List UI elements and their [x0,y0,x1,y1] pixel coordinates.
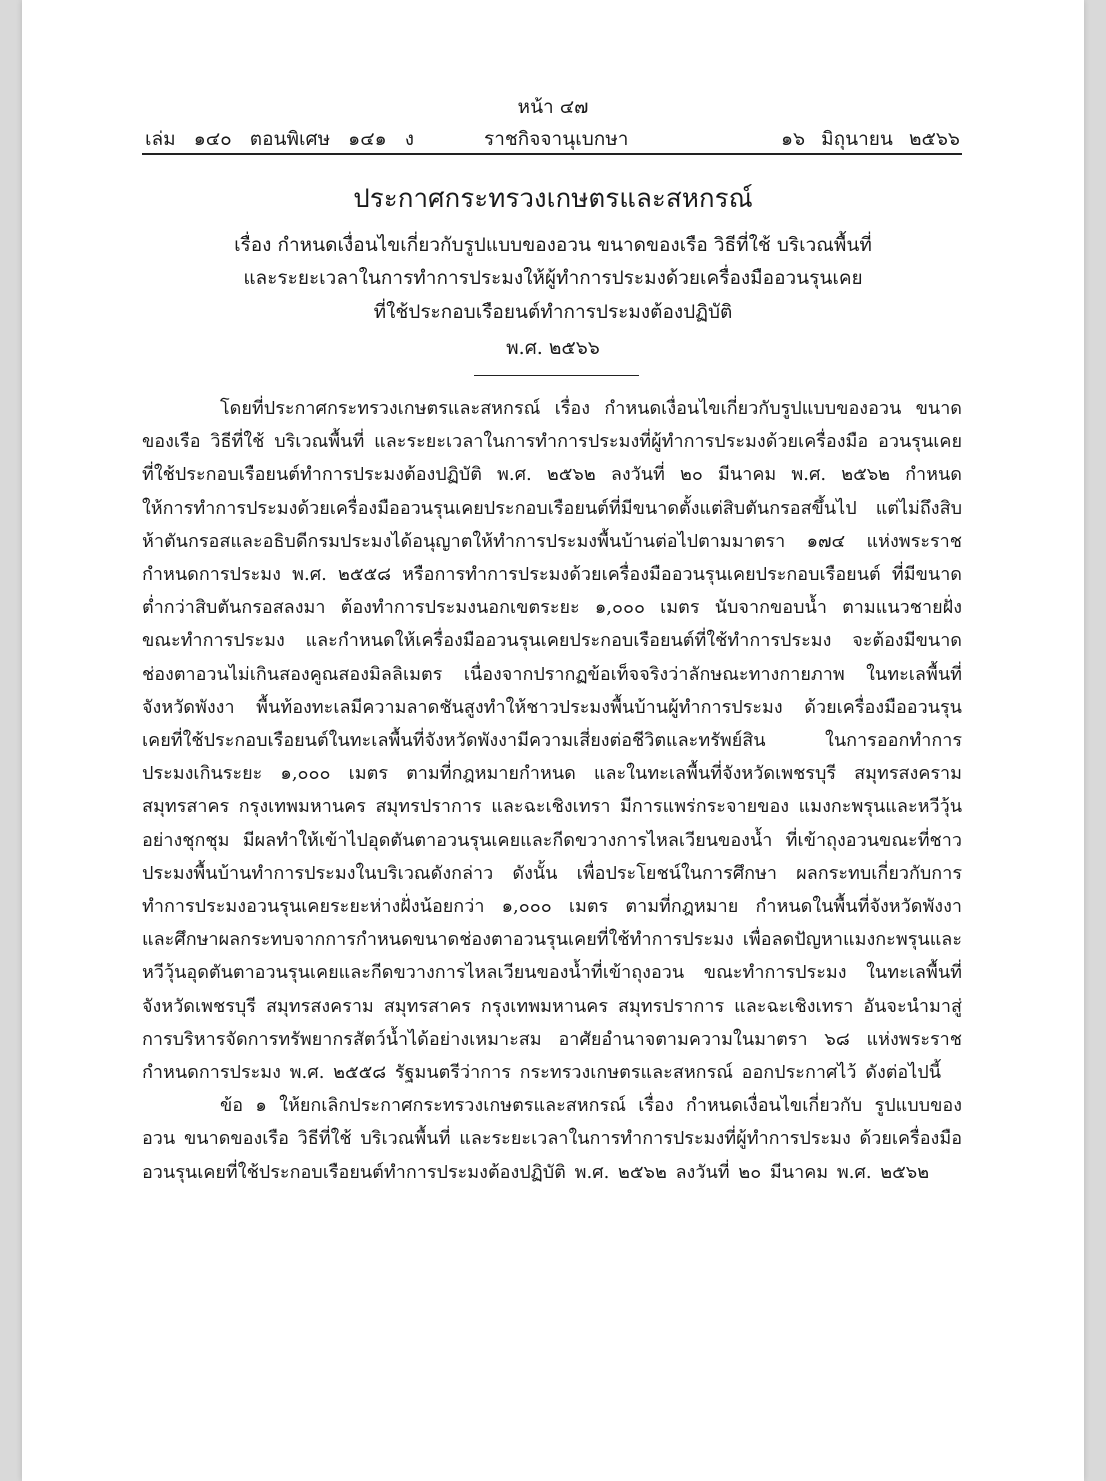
gazette-name: ราชกิจจานุเบกษา [484,128,629,150]
header-divider [142,153,962,155]
page-number: หน้า ๔๗ [517,96,589,118]
subject-line: และระยะเวลาในการทำการประมงให้ผู้ทำการประมงด้วยเครื่องมืออวนรุนเคย [243,267,863,289]
title-divider [474,375,639,376]
announcement-year: พ.ศ. ๒๕๖๖ [506,337,600,359]
subject-line: เรื่อง กำหนดเงื่อนไขเกี่ยวกับรูปแบบของอวน ขนาดของเรือ วิธีที่ใช้ บริเวณพื้นที่ [234,234,872,256]
subject-line: ที่ใช้ประกอบเรือยนต์ทำการประมงต้องปฏิบัติ [373,301,733,323]
body-text [142,392,962,1189]
announcement-title: ประกาศกระทรวงเกษตรและสหกรณ์ [353,184,753,214]
publication-date: ๑๖ มิถุนายน ๒๕๖๖ [780,128,960,150]
preamble-paragraph: โดยที่ประกาศกระทรวงเกษตรและสหกรณ์ เรื่อง กำหนดเงื่อนไขเกี่ยวกับรูปแบบของอวน ขนาดของเรือ วิธีที่ใช้ บริเวณพื้นที่ และระยะเวลาในการทำการประมงที่ผู้ทำการประมงด้วยเครื่องมือ อวนรุนเคยที่ใช้ประกอบเรือยนต์ทำการประมงต้องปฏิบัติ พ.ศ. ๒๕๖๒ ลงวันที่ ๒๐ มีนาคม พ.ศ. ๒๕๖๒ กำหนดให้การทำการประมงด้วยเครื่องมืออวนรุนเคยประกอบเรือยนต์ที่มีขนาดตั้งแต่สิบตันกรอสขึ้นไป แต่ไม่ถึงสิบห้าตันกรอสและอธิบดีกรมประมงได้อนุญาตให้ทำการประมงพื้นบ้านต่อไปตามมาตรา ๑๗๔ แห่งพระราชกำหนดการประมง พ.ศ. ๒๕๕๘ หรือการทำการประมงด้วยเครื่องมืออวนรุนเคยประกอบเรือยนต์ ที่มีขนาดต่ำกว่าสิบตันกรอสลงมา ต้องทำการประมงนอกเขตระยะ ๑,๐๐๐ เมตร นับจากขอบน้ำ ตามแนวชายฝั่งขณะทำการประมง และกำหนดให้เครื่องมืออวนรุนเคยประกอบเรือยนต์ที่ใช้ทำการประมง จะต้องมีขนาดช่องตาอวนไม่เกินสองคูณสองมิลลิเมตร เนื่องจากปรากฏข้อเท็จจริงว่าลักษณะทางกายภาพ ในทะเลพื้นที่จังหวัดพังงา พื้นท้องทะเลมีความลาดชันสูงทำให้ชาวประมงพื้นบ้านผู้ทำการประมง ด้วยเครื่องมืออวนรุนเคยที่ใช้ประกอบเรือยนต์ในทะเลพื้นที่จังหวัดพังงามีความเสี่ยงต่อชีวิตและทรัพย์สิน ในการออกทำการประมงเกินระยะ ๑,๐๐๐ เมตร ตามที่กฎหมายกำหนด และในทะเลพื้นที่จังหวัดเพชรบุรี สมุทรสงคราม สมุทรสาคร กรุงเทพมหานคร สมุทรปราการ และฉะเชิงเทรา มีการแพร่กระจายของ แมงกะพรุนและหวีวุ้นอย่างชุกชุม มีผลทำให้เข้าไปอุดตันตาอวนรุนเคยและกีดขวางการไหลเวียนของน้ำ ที่เข้าถุงอวนขณะที่ชาวประมงพื้นบ้านทำการประมงในบริเวณดังกล่าว ดังนั้น เพื่อประโยชน์ในการศึกษา ผลกระทบเกี่ยวกับการทำการประมงอวนรุนเคยระยะห่างฝั่งน้อยกว่า ๑,๐๐๐ เมตร ตามที่กฎหมาย กำหนดในพื้นที่จังหวัดพังงา และศึกษาผลกระทบจากการกำหนดขนาดช่องตาอวนรุนเคยที่ใช้ทำการประมง เพื่อลดปัญหาแมงกะพรุนและหวีวุ้นอุดตันตาอวนรุนเคยและกีดขวางการไหลเวียนของน้ำที่เข้าถุงอวน ขณะทำการประมง ในทะเลพื้นที่จังหวัดเพชรบุรี สมุทรสงคราม สมุทรสาคร กรุงเทพมหานคร สมุทรปราการ และฉะเชิงเทรา อันจะนำมาสู่การบริหารจัดการทรัพยากรสัตว์น้ำได้อย่างเหมาะสม อาศัยอำนาจตามความในมาตรา ๖๘ แห่งพระราชกำหนดการประมง พ.ศ. ๒๕๕๘ รัฐมนตรีว่าการ กระทรวงเกษตรและสหกรณ์ ออกประกาศไว้ ดังต่อไปนี้ [142,398,962,1084]
clause-1-paragraph: ข้อ ๑ ให้ยกเลิกประกาศกระทรวงเกษตรและสหกรณ์ เรื่อง กำหนดเงื่อนไขเกี่ยวกับ รูปแบบของอวน ขนาดของเรือ วิธีที่ใช้ บริเวณพื้นที่ และระยะเวลาในการทำการประมงที่ผู้ทำการประมง ด้วยเครื่องมืออวนรุนเคยที่ใช้ประกอบเรือยนต์ทำการประมงต้องปฏิบัติ พ.ศ. ๒๕๖๒ ลงวันที่ ๒๐ มีนาคม พ.ศ. ๒๕๖๒ [142,1095,962,1183]
volume-issue: เล่ม ๑๔๐ ตอนพิเศษ ๑๔๑ ง [145,128,414,150]
document-page [22,0,1084,1481]
